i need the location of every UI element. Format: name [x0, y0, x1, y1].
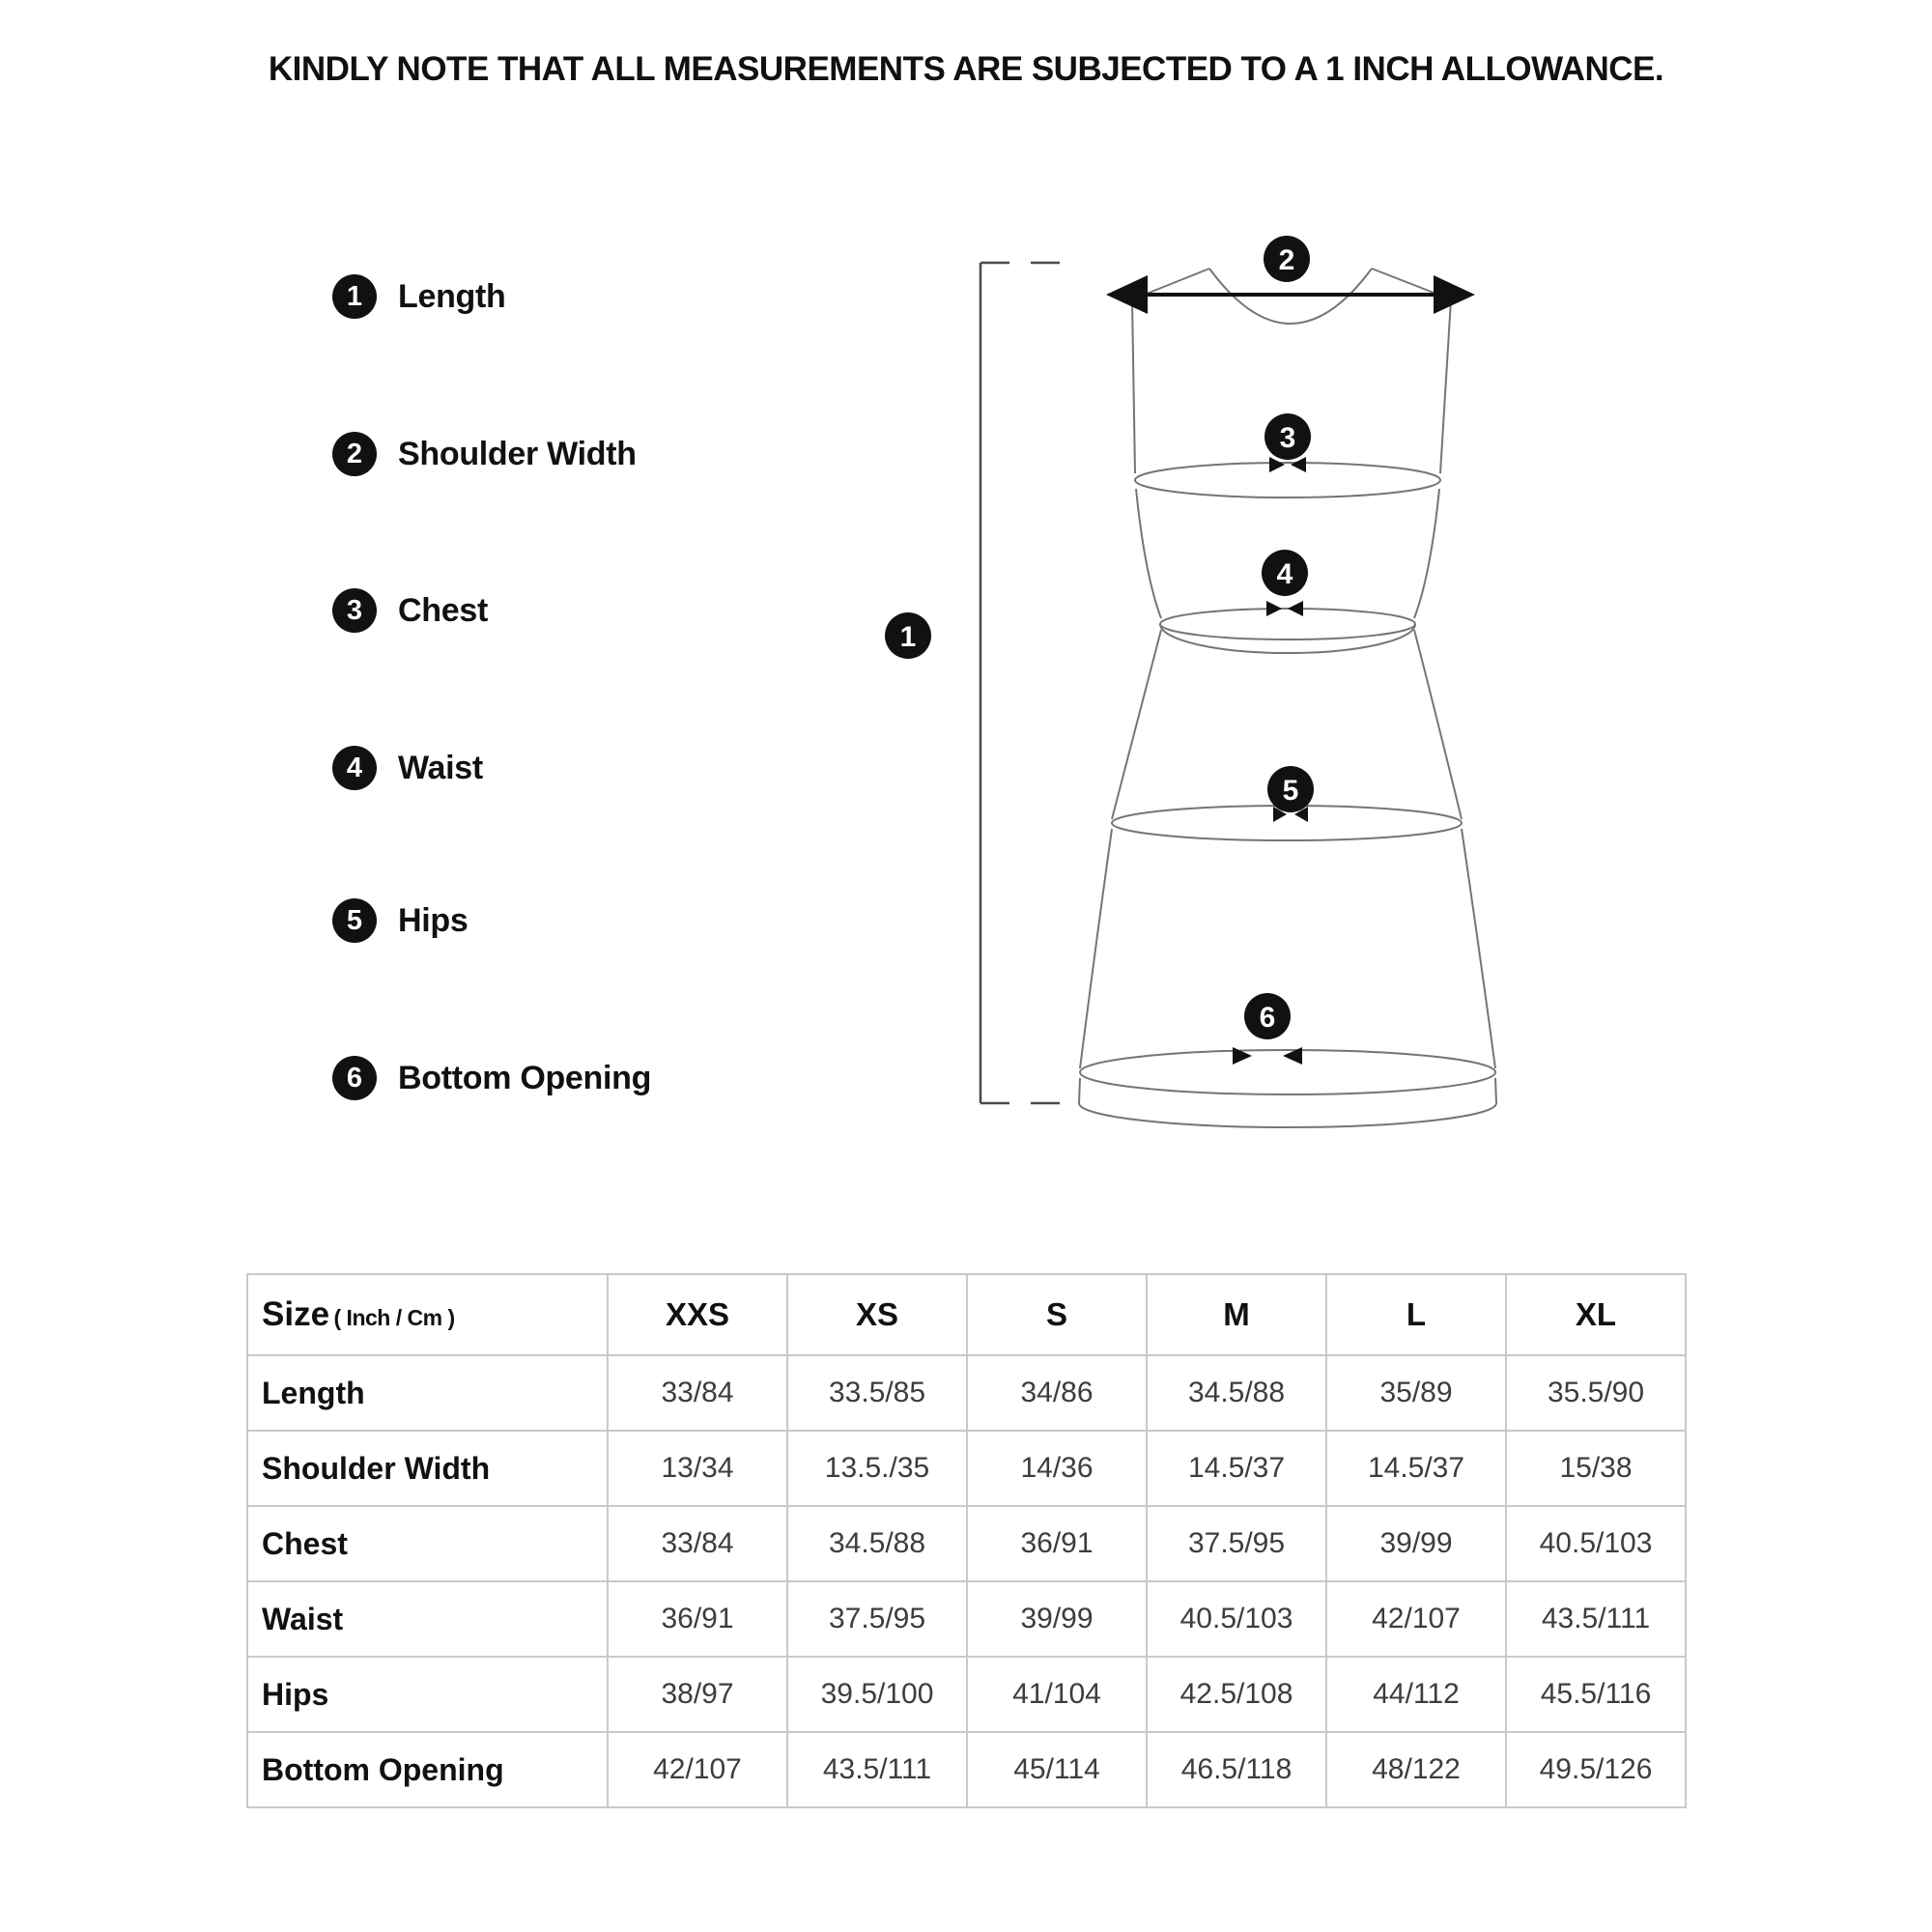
svg-text:1: 1 [899, 621, 917, 653]
cell-hips-xxs: 38/97 [608, 1657, 787, 1732]
dress-measurement-diagram [734, 174, 1584, 1159]
cell-chest-l: 39/99 [1326, 1506, 1506, 1581]
cell-shoulder-xs: 13.5./35 [787, 1431, 967, 1506]
legend-label-bottom-opening: Bottom Opening [398, 1059, 652, 1096]
legend-item-bottom-opening [332, 1056, 651, 1100]
col-header-s: S [967, 1274, 1147, 1355]
row-label-shoulder-width: Shoulder Width [247, 1431, 608, 1506]
marker-6-bottom-opening [1233, 993, 1302, 1065]
legend-label-hips: Hips [398, 901, 469, 939]
svg-text:6: 6 [1259, 1002, 1276, 1034]
cell-hips-xl: 45.5/116 [1506, 1657, 1686, 1732]
legend-label-waist: Waist [398, 749, 483, 786]
svg-text:5: 5 [1282, 775, 1299, 807]
cell-bottom-xl: 49.5/126 [1506, 1732, 1686, 1807]
cell-chest-xxs: 33/84 [608, 1506, 787, 1581]
cell-length-l: 35/89 [1326, 1355, 1506, 1431]
marker-4-waist [1262, 550, 1308, 616]
cell-shoulder-m: 14.5/37 [1147, 1431, 1326, 1506]
legend-badge-5: 5 [332, 898, 377, 943]
svg-text:4: 4 [1276, 558, 1293, 590]
chest-ellipse [1135, 463, 1440, 497]
row-label-waist: Waist [247, 1581, 608, 1657]
cell-chest-xs: 34.5/88 [787, 1506, 967, 1581]
legend-label-chest: Chest [398, 591, 488, 629]
cell-length-xs: 33.5/85 [787, 1355, 967, 1431]
cell-length-m: 34.5/88 [1147, 1355, 1326, 1431]
col-header-l: L [1326, 1274, 1506, 1355]
cell-bottom-s: 45/114 [967, 1732, 1147, 1807]
cell-bottom-xs: 43.5/111 [787, 1732, 967, 1807]
cell-shoulder-s: 14/36 [967, 1431, 1147, 1506]
cell-waist-xs: 37.5/95 [787, 1581, 967, 1657]
length-measure-line [980, 263, 1070, 1103]
cell-chest-xl: 40.5/103 [1506, 1506, 1686, 1581]
cell-bottom-xxs: 42/107 [608, 1732, 787, 1807]
hem-arc [1079, 1103, 1496, 1127]
size-table [246, 1273, 1686, 1808]
size-label: Size [262, 1295, 330, 1333]
cell-chest-m: 37.5/95 [1147, 1506, 1326, 1581]
legend-label-shoulder-width: Shoulder Width [398, 435, 637, 472]
cell-shoulder-xl: 15/38 [1506, 1431, 1686, 1506]
cell-bottom-m: 46.5/118 [1147, 1732, 1326, 1807]
legend-item-hips [332, 898, 468, 943]
legend-badge-6: 6 [332, 1056, 377, 1100]
legend-label-length: Length [398, 277, 506, 315]
marker-1-length [885, 612, 931, 659]
cell-length-xxs: 33/84 [608, 1355, 787, 1431]
table-header-row [247, 1274, 1686, 1355]
table-row-hips [247, 1657, 1686, 1732]
unit-label: ( Inch / Cm ) [333, 1305, 455, 1330]
legend-item-waist [332, 746, 483, 790]
dress-outline [1079, 269, 1496, 1127]
legend-item-shoulder-width [332, 432, 637, 476]
cell-shoulder-xxs: 13/34 [608, 1431, 787, 1506]
legend-badge-4: 4 [332, 746, 377, 790]
legend-item-chest [332, 588, 488, 633]
table-row-length [247, 1355, 1686, 1431]
legend-badge-1: 1 [332, 274, 377, 319]
cell-waist-l: 42/107 [1326, 1581, 1506, 1657]
cell-chest-s: 36/91 [967, 1506, 1147, 1581]
cell-waist-xxs: 36/91 [608, 1581, 787, 1657]
marker-2-shoulder-width [1264, 236, 1310, 282]
cell-hips-s: 41/104 [967, 1657, 1147, 1732]
allowance-note: KINDLY NOTE THAT ALL MEASUREMENTS ARE SUBJECTED TO A 1 INCH ALLOWANCE. [268, 50, 1664, 88]
cell-length-xl: 35.5/90 [1506, 1355, 1686, 1431]
table-row-shoulder-width [247, 1431, 1686, 1506]
legend-badge-3: 3 [332, 588, 377, 633]
col-header-xxs: XXS [608, 1274, 787, 1355]
col-header-xs: XS [787, 1274, 967, 1355]
table-row-chest [247, 1506, 1686, 1581]
cell-waist-xl: 43.5/111 [1506, 1581, 1686, 1657]
cell-waist-s: 39/99 [967, 1581, 1147, 1657]
svg-text:3: 3 [1279, 422, 1296, 454]
marker-5-hips [1267, 766, 1314, 822]
cell-hips-l: 44/112 [1326, 1657, 1506, 1732]
cell-hips-m: 42.5/108 [1147, 1657, 1326, 1732]
legend-badge-2: 2 [332, 432, 377, 476]
row-label-hips: Hips [247, 1657, 608, 1732]
cell-hips-xs: 39.5/100 [787, 1657, 967, 1732]
row-label-length: Length [247, 1355, 608, 1431]
svg-text:2: 2 [1278, 244, 1295, 276]
legend-item-length [332, 274, 506, 319]
table-row-waist [247, 1581, 1686, 1657]
col-header-m: M [1147, 1274, 1326, 1355]
cell-shoulder-l: 14.5/37 [1326, 1431, 1506, 1506]
cell-waist-m: 40.5/103 [1147, 1581, 1326, 1657]
waist-ellipse [1160, 609, 1415, 639]
cell-length-s: 34/86 [967, 1355, 1147, 1431]
col-header-xl: XL [1506, 1274, 1686, 1355]
row-label-chest: Chest [247, 1506, 608, 1581]
cell-bottom-l: 48/122 [1326, 1732, 1506, 1807]
table-row-bottom-opening [247, 1732, 1686, 1807]
size-header-cell [247, 1274, 608, 1355]
row-label-bottom-opening: Bottom Opening [247, 1732, 608, 1807]
